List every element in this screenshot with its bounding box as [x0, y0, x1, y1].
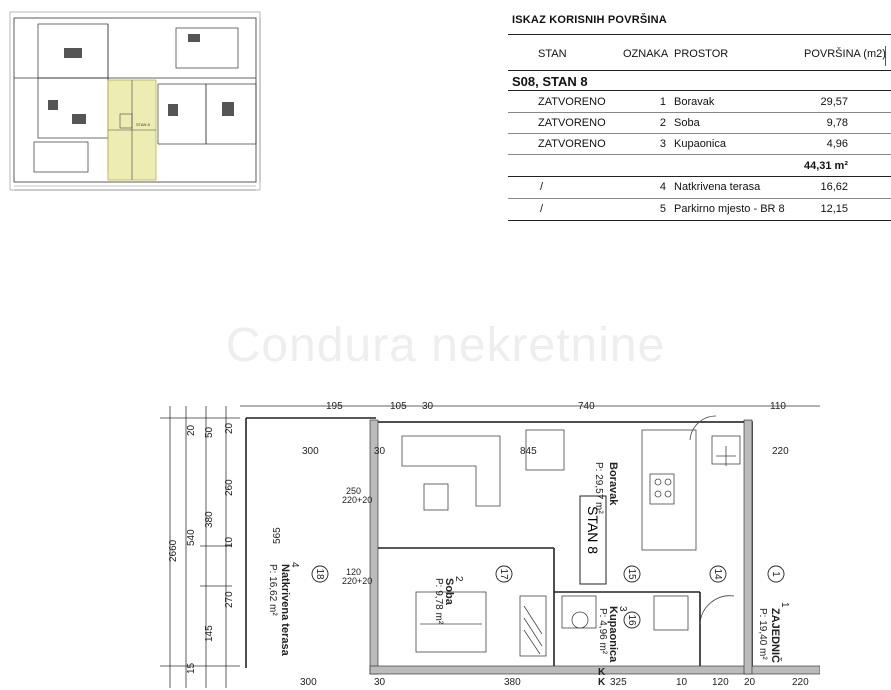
dim-label: 565: [272, 527, 283, 544]
room-area: P: 9,78 m²: [433, 578, 444, 625]
dim-label: 540: [186, 529, 197, 546]
col-header-stan: STAN: [538, 48, 567, 60]
bubble-label: 15: [626, 568, 637, 580]
dim-label: 220: [792, 677, 809, 688]
window-dim: 120: [346, 567, 362, 577]
floorplan-thumbnail: [8, 4, 262, 196]
dim-label: 30: [422, 401, 434, 412]
room-number: 2: [453, 576, 464, 582]
dim-label: 50: [204, 426, 215, 438]
dim-label: 740: [578, 401, 595, 412]
bubble-label: 14: [712, 568, 723, 580]
dim-label: 10: [224, 536, 235, 548]
room-name: Boravak: [607, 462, 619, 506]
dim-label: 380: [204, 511, 215, 528]
room-number: 1: [779, 602, 790, 608]
dim-label: 195: [326, 401, 343, 412]
col-header-prostor: PROSTOR: [674, 48, 729, 60]
dim-label: 325: [610, 677, 627, 688]
col-header-oznaka: OZNAKA: [623, 48, 669, 60]
dim-label: 30: [374, 446, 386, 457]
window-dim: 220+20: [342, 495, 373, 505]
window-dim: 220+20: [342, 576, 373, 586]
group-title: S08, STAN 8: [512, 74, 588, 89]
thumbnail-stan8-label: STAN 8: [136, 122, 150, 127]
dim-label: 300: [300, 677, 317, 688]
dim-label: 30: [374, 677, 386, 688]
dim-label: 270: [224, 591, 235, 608]
bubble-label: 1: [770, 571, 781, 577]
dim-label: 220: [772, 446, 789, 457]
col-header-povrsina: POVRŠINA (m2): [804, 48, 886, 60]
dim-label: 2660: [168, 539, 179, 562]
dim-label: 110: [770, 401, 786, 412]
bubble-label: 16: [626, 614, 637, 626]
room-name: Natkrivena terasa: [279, 564, 291, 656]
room-area: P: 29,57 m²: [593, 462, 604, 514]
dim-label: 260: [224, 479, 235, 496]
watermark: Condura nekretnine: [225, 319, 666, 372]
room-number: 3: [617, 606, 628, 612]
subtotal: 44,31 m²: [803, 160, 848, 172]
dim-label: K: [598, 677, 606, 688]
dim-label: 845: [520, 446, 537, 457]
room-area: P: 19,40 m²: [757, 608, 768, 660]
room-number: 4: [289, 562, 300, 568]
dim-label: 15: [186, 662, 197, 674]
dim-label: 105: [390, 401, 407, 412]
window-dim: 250: [346, 486, 362, 496]
dim-label: 20: [744, 677, 756, 688]
bubble-label: 18: [314, 568, 325, 580]
room-name: Kupaonica: [607, 606, 619, 663]
dim-label: 380: [504, 677, 521, 688]
dim-label: 120: [712, 677, 729, 688]
room-name: Soba: [443, 578, 455, 605]
dim-label: 145: [204, 625, 215, 642]
room-area: P: 16,62 m²: [267, 564, 278, 616]
dim-label: 20: [224, 422, 235, 434]
bubble-label: 17: [498, 568, 509, 580]
dim-label: 300: [302, 446, 319, 457]
dim-label: 20: [186, 424, 197, 436]
stan-label: STAN 8: [585, 506, 601, 554]
dim-label: 10: [676, 677, 688, 688]
floorplan-stan8: [160, 396, 820, 688]
dim-label: K: [598, 667, 606, 678]
room-area: P: 4,96 m²: [597, 608, 608, 655]
room-name: ZAJEDNIČ: [769, 608, 781, 664]
table-title: ISKAZ KORISNIH POVRŠINA: [512, 14, 667, 26]
